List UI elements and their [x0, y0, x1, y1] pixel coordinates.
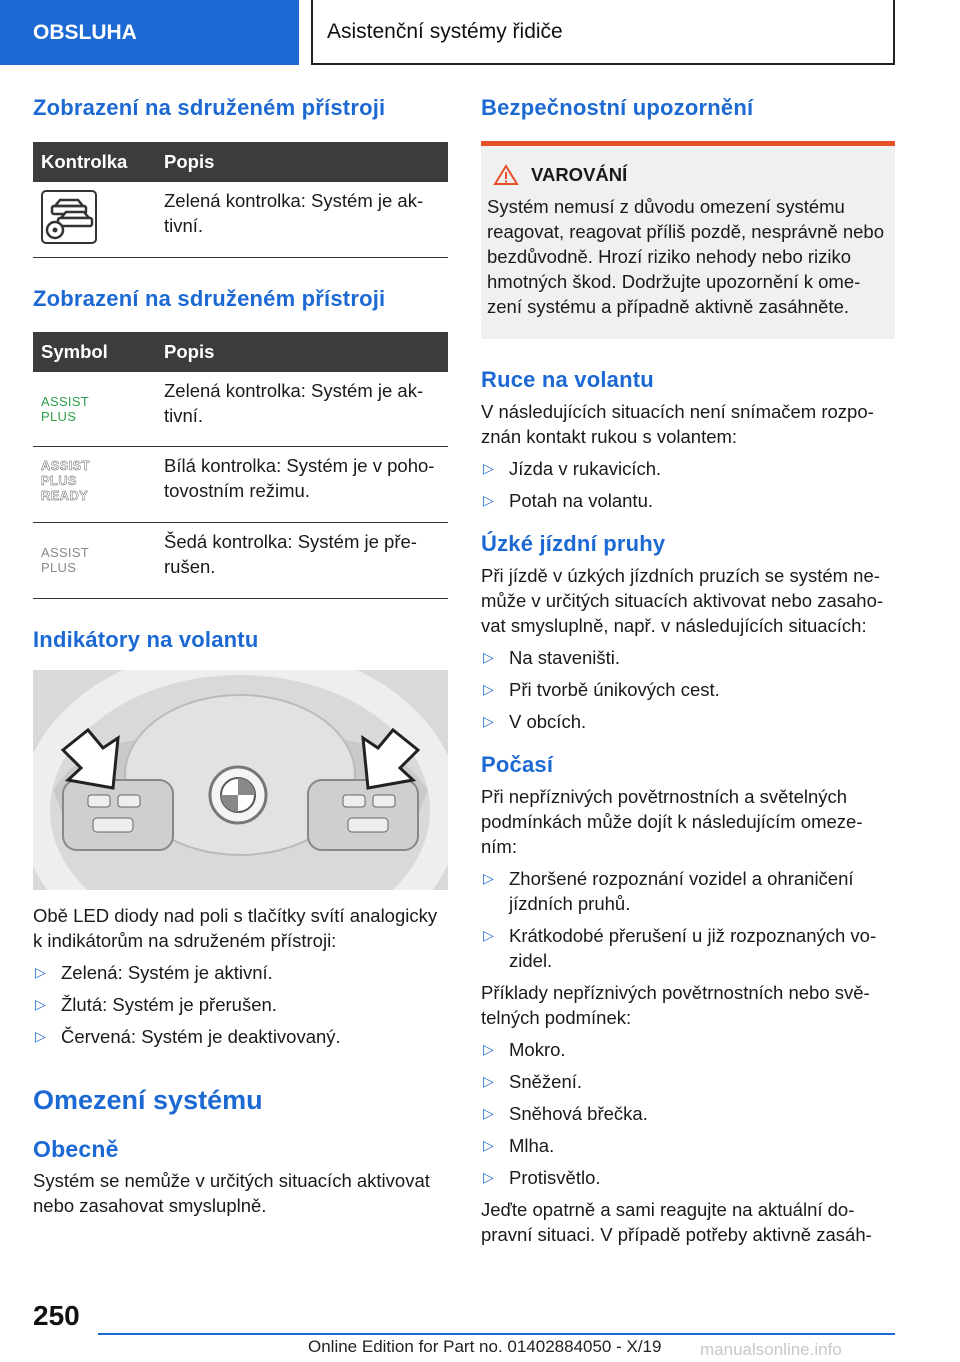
symbol-description: Zelená kontrolka: Systém je ak-tivní. [164, 372, 448, 447]
page-number: 250 [33, 1300, 80, 1331]
triangle-bullet-icon: ▷ [35, 1028, 46, 1044]
chapter-title: Asistenční systémy řidiče [327, 19, 563, 43]
assist-plus-ready-symbol: ASSIST PLUS READY [41, 458, 90, 503]
closing-text: Jeďte opatrně a sami reagujte na aktuální do-pravní situaci. V případě potřeby aktivně zasáh- [481, 1199, 872, 1245]
list-item: ▷ Jízda v rukavicích. [483, 458, 662, 479]
col-header-description: Popis [164, 332, 448, 372]
triangle-bullet-icon: ▷ [483, 1105, 494, 1121]
symbol-table [33, 332, 448, 600]
triangle-bullet-icon: ▷ [483, 870, 494, 886]
warning-text: Systém nemusí z důvodu omezení systému reagovat, reagovat příliš pozdě, nesprávně nebo bezdůvodně. Hrozí riziko nehody nebo riziko hmotných škod. Dodržujte upozornění k ome-zení systému a případně aktivně zasáhněte. [487, 196, 884, 317]
warning-triangle-icon [493, 164, 519, 186]
narrow-bullet-list [481, 645, 895, 734]
table-row [33, 523, 448, 599]
triangle-bullet-icon: ▷ [483, 1041, 494, 1057]
col-header-symbol: Symbol [33, 332, 164, 372]
triangle-bullet-icon: ▷ [35, 996, 46, 1012]
triangle-bullet-icon: ▷ [483, 1169, 494, 1185]
symbol-cell [33, 372, 164, 447]
symbol-cell [33, 447, 164, 523]
right-column [481, 95, 895, 1247]
heading-safety-notes: Bezpečnostní upozornění [481, 95, 754, 120]
list-item: ▷ Protisvětlo. [483, 1167, 601, 1188]
triangle-bullet-icon: ▷ [483, 681, 494, 697]
triangle-bullet-icon: ▷ [483, 927, 494, 943]
watermark: manualsonline.info [700, 1340, 842, 1359]
list-item: ▷ Zelená: Systém je aktivní. [35, 962, 273, 983]
triangle-bullet-icon: ▷ [483, 713, 494, 729]
list-item: ▷ Na staveništi. [483, 647, 621, 668]
general-text: Systém se nemůže v určitých situacích aktivovat nebo zasahovat smysluplně. [33, 1170, 430, 1216]
indicator-description: Zelená kontrolka: Systém je ak-tivní. [164, 182, 448, 257]
hands-text: V následujících situacích není snímačem rozpo-znán kontakt rukou s volantem: [481, 401, 874, 447]
triangle-bullet-icon: ▷ [483, 1137, 494, 1153]
examples-bullet-list [481, 1037, 895, 1190]
list-item: ▷ Sněhová břečka. [483, 1103, 648, 1124]
triangle-bullet-icon: ▷ [483, 492, 494, 508]
footer-rule [98, 1333, 895, 1335]
triangle-bullet-icon: ▷ [483, 1073, 494, 1089]
list-item: ▷ V obcích. [483, 711, 587, 732]
table-row [33, 447, 448, 523]
list-item: ▷ Mlha. [483, 1135, 555, 1156]
weather-bullet-list [481, 866, 895, 973]
examples-text: Příklady nepříznivých povětrnostních nebo svě-telných podmínek: [481, 982, 870, 1028]
list-item: ▷ Sněžení. [483, 1071, 583, 1092]
section-tab [0, 0, 299, 65]
triangle-bullet-icon: ▷ [483, 649, 494, 665]
heading-cluster-display-1: Zobrazení na sdruženém přístroji [33, 95, 386, 120]
list-item: ▷ Zhoršené rozpoznání vozidel a ohraničení jízdních pruhů. [483, 868, 854, 914]
steering-wheel-illustration [33, 670, 448, 890]
warning-title-row [487, 164, 889, 186]
triangle-bullet-icon: ▷ [35, 964, 46, 980]
chapter-header [311, 0, 895, 65]
table-row [33, 372, 448, 447]
heading-narrow-lanes: Úzké jízdní pruhy [481, 531, 666, 556]
left-column [33, 95, 448, 1218]
list-item: ▷ Při tvorbě únikových cest. [483, 679, 720, 700]
symbol-cell [33, 523, 164, 599]
led-bullet-list [33, 960, 448, 1049]
warning-box [481, 141, 895, 339]
narrow-text: Při jízdě v úzkých jízdních pruzích se systém ne-může v určitých situacích aktivovat nebo zasaho-vat smysluplně, např. v následujících situacích: [481, 565, 884, 636]
weather-text: Při nepříznivých povětrnostních a světelných podmínkách může dojít k následujícím omeze-ním: [481, 786, 863, 857]
symbol-description: Šedá kontrolka: Systém je pře-rušen. [164, 523, 448, 599]
heading-weather: Počasí [481, 752, 554, 777]
indicator-table [33, 142, 448, 258]
warning-title: VAROVÁNÍ [531, 164, 628, 185]
led-intro-text: Obě LED diody nad poli s tlačítky svítí analogicky k indikátorům na sdruženém přístroji: [33, 905, 438, 951]
section-label: OBSLUHA [33, 20, 137, 44]
list-item: ▷ Červená: Systém je deaktivovaný. [35, 1026, 341, 1047]
hands-bullet-list [481, 456, 895, 513]
list-item: ▷ Žlutá: Systém je přerušen. [35, 994, 277, 1015]
triangle-bullet-icon: ▷ [483, 460, 494, 476]
list-item: ▷ Potah na volantu. [483, 490, 653, 511]
heading-steering-indicators: Indikátory na volantu [33, 627, 259, 652]
list-item: ▷ Krátkodobé přerušení u již rozpoznaných vo-zidel. [483, 925, 877, 971]
heading-general: Obecně [33, 1136, 119, 1162]
heading-system-limits: Omezení systému [33, 1085, 263, 1115]
table-row [33, 182, 448, 257]
heading-hands-on-wheel: Ruce na volantu [481, 367, 654, 392]
col-header-description: Popis [164, 142, 448, 182]
indicator-icon-cell [33, 182, 164, 257]
edition-text: Online Edition for Part no. 01402884050 - X/19 [308, 1337, 662, 1356]
symbol-description: Bílá kontrolka: Systém je v poho-tovostním režimu. [164, 447, 448, 523]
list-item: ▷ Mokro. [483, 1039, 566, 1060]
assist-plus-grey-symbol: ASSIST PLUS [41, 545, 90, 575]
steering-assist-icon [41, 190, 97, 244]
col-header-indicator: Kontrolka [33, 142, 164, 182]
heading-cluster-display-2: Zobrazení na sdruženém přístroji [33, 285, 386, 311]
assist-plus-green-symbol: ASSIST PLUS [41, 393, 90, 424]
